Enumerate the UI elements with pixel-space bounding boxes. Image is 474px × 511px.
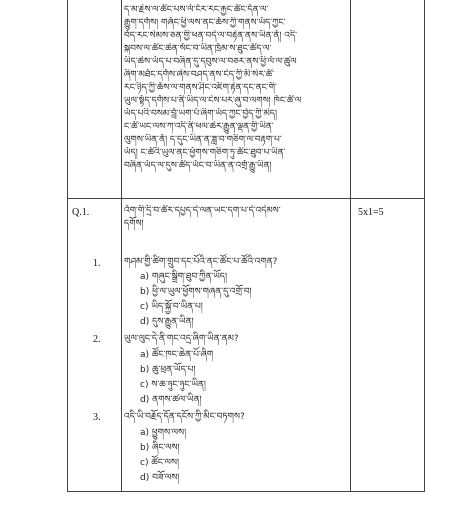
option: b) ཞིང་ལས། [140,443,180,453]
column-divider-2 [350,0,351,492]
question-heading-line: འོག་གི་དྲི་བ་ཚོར་དཔྱད་དེ་ལན་ཡང་དག་པ་དེ་འདེམས་ [124,206,281,216]
option: c) ཚོང་ལས། [140,458,179,468]
option: a) ཚོང་ཁང་ཆེན་པོ་ཞིག [140,350,214,360]
option: c) ས་ཆ་ཉུང་ཉུང་ཡིན། [140,380,206,390]
option: a) གཞུང་སྒྲིག་ཐུབ་ཀྱིན་ཡོད། [140,272,227,282]
question-number: Q.1. [72,207,90,218]
passage-line: རང་ཉིད་ཀྱི་ཆོས་ལ་གནས་ཤིང་འཇིག་རྟེན་དང་ནང་གི་ [124,83,277,93]
passage-line: རྒྱུག་དགོས། གཞོང་ཕྱི་ལས་ནང་ཆོས་ཀྱི་གནས་ཡོད་ཀྱང་ [124,18,286,28]
passage-line: ཡུལ་སྟོད་དགོས་པ་ནི་ཡིད་ལ་ངེས་པར་ཞུ་བ་ལགས། ཁོང་ཚོ་ལ [124,96,302,106]
passage-line: ཡིད་ཆེས་ཡོད་པ་བཞིན་དུ་དབུས་ལ་བཅར་ནས་ཕྱི་ལོ་ལ་ཚུལ [124,57,297,67]
question-heading [124,205,348,231]
option: a) ཕྱུགས་ལས། [140,428,187,438]
passage [124,4,346,173]
item-stem: ཡུལ་ལུང་དེ་ནི་གང་འདྲ་ཞིག་ཡིན་ནམ? [124,334,239,344]
option: d) ནགས་ཚལ་ཡིན། [140,395,202,405]
marks-label: 5x1=5 [358,207,384,218]
row-divider [67,198,425,199]
item-stem: འདི་ཡི་བརྗོད་དོན་དངོས་ཀྱི་མིང་བཏགས? [124,412,245,422]
option: c) ཡིད་སྐྱོ་བ་ཡིན་པ། [140,302,203,312]
passage-line: ད་མ་རྗེས་ལ་ཚོང་པས་ལོ་ངོར་རང་རྐྱང་ཚོང་དོན་ལ་ [124,5,269,15]
passage-line: ལུགས་ཡིན་ནོ། ད་དུང་ཡིན་ན་ཟླ་བ་གཅིག་ལ་བརྟག་པ་ [124,135,282,145]
option: b) ཆུ་ཕྲན་ཡོད་པ། [140,365,196,375]
item-number: 2. [93,334,101,345]
item-stem: གཤམ་གྱི་ཚིག་གྲུབ་དང་པོའི་ནང་ཚོང་པ་ཚོའི་འགན? [124,257,278,267]
passage-line: སྐབས་ལ་ཚོང་ཆེན་སོང་བ་ཡིན་ཁྲོམ་ས་ཐུང་ཚོད་ལ་ [124,44,272,54]
column-divider-1 [121,0,122,492]
passage-line: ཡོད་པའི་བསམ་བློ་ཡག་པོ་ཞིག་ཡོད་ཀྱང་བྱེད་ཀྱི་མེད། [124,109,278,119]
passage-line: ཡོད། ང་ཚོའི་ཡུལ་ནང་ཕྱོགས་གཅིག་ཏུ་ཚོང་ཐུབ་པ་ཡིན་ [124,148,286,158]
left-border [67,0,68,492]
passage-line: ང་ཚོ་ཡང་ལས་ཀ་འདི་ནི་ཕལ་ཆེར་རྒྱུན་ལྡན་གྱི་ཡིན་ [124,122,274,132]
passage-line: ཞིག་མཐོང་དགོས་ཞེས་བཤད་ནས་ངེད་ཀྱི་མི་སེར་ཚོ་ [124,70,274,80]
bottom-border [67,491,425,492]
item-number: 3. [93,412,101,423]
option: b) ཕྱི་ལ་ཡུལ་ཕྱོགས་གཞན་དུ་འགྲོ་བ། [140,287,252,297]
passage-line: བོད་རང་སེམས་ཅན་གྱི་ཕན་བདེ་ལ་བརྟེན་ནས་ཡིན་ནོ། འདི་ [124,31,298,41]
option: d) དུས་རྒྱུན་ཡིན། [140,317,194,327]
right-border [424,0,425,492]
item-number: 1. [93,258,101,269]
question-heading-line: དགོས། [124,219,144,229]
passage-line: བཞིན་ཡོད་ལ་དུས་ཚོད་ཡོང་བ་ཡིན་ན་འགྲོ་རྒྱུ་ཡིན། [124,161,272,171]
option: d) བཟོ་ལས། [140,473,180,483]
